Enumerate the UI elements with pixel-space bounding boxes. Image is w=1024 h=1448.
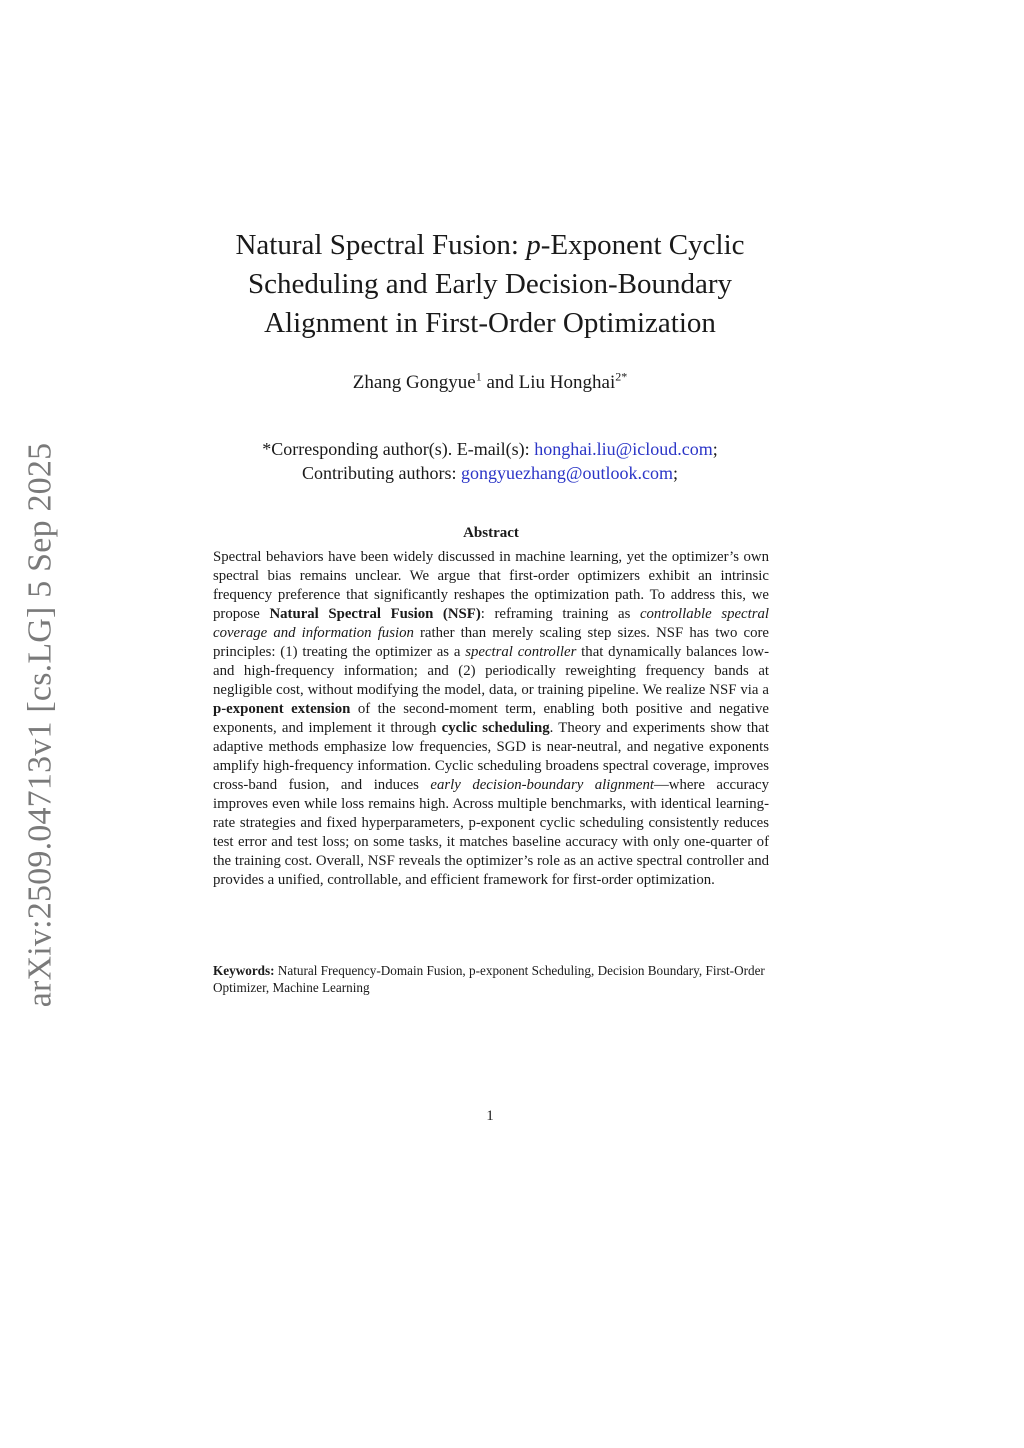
title-line-3: Alignment in First-Order Optimization — [264, 307, 716, 339]
author-joiner: and — [481, 372, 519, 393]
contact-info — [160, 437, 820, 485]
abstract-bold-pexponent: p-exponent extension — [213, 701, 351, 717]
author-2-affiliation: 2* — [615, 369, 628, 384]
keywords-text: Natural Frequency-Domain Fusion, p-exponent Scheduling, Decision Boundary, First-Order Optimizer, Machine Learning — [213, 963, 765, 995]
arxiv-identifier: arXiv:2509.04713v1 [cs.LG] 5 Sep 2025 — [21, 442, 58, 1008]
author-1-affiliation: 1 — [475, 369, 482, 384]
contributing-email-link[interactable]: gongyuezhang@outlook.com — [460, 463, 674, 483]
abstract-heading: Abstract — [463, 525, 519, 541]
paper-title — [160, 226, 820, 343]
corresponding-author-line: *Corresponding author(s). E-mail(s): honghai.liu@icloud.com; — [262, 439, 718, 459]
keywords-label: Keywords: — [213, 963, 275, 978]
title-line-1: Natural Spectral Fusion: p-Exponent Cyclic — [235, 229, 745, 261]
title-line-2: Scheduling and Early Decision-Boundary — [247, 268, 733, 300]
corresponding-email-link[interactable]: honghai.liu@icloud.com — [534, 439, 713, 459]
author-2: Liu Honghai — [518, 372, 616, 393]
abstract-italic-alignment: early decision-boundary alignment — [430, 777, 654, 793]
abstract-bold-cyclic: cyclic scheduling — [441, 720, 550, 736]
arxiv-sidebar-stamp — [14, 432, 66, 1018]
author-list — [160, 370, 820, 396]
abstract-italic-controller: spectral controller — [465, 644, 577, 660]
abstract-italic-coverage: controllable spectral coverage and information fusion — [213, 606, 770, 641]
abstract-bold-nsf: Natural Spectral Fusion (NSF) — [269, 606, 481, 622]
keywords — [213, 962, 769, 996]
author-1: Zhang Gongyue — [352, 372, 476, 393]
page-number: 1 — [486, 1108, 494, 1124]
abstract-text: Spectral behaviors have been widely discussed in machine learning, yet the optimizer’s own spectral bias remains unclear. We argue that first-order optimizers exhibit an intrinsic frequency preference that significantly reshapes the optimization path. To address this, we propose Natural Spectral Fusion (NSF): reframing training as controllable spectral coverage and information fusion rather than merely scaling step sizes. NSF has two core principles: (1) treating the optimizer as a spectral controller that dynamically balances low- and high-frequency information; and (2) periodically reweighting frequency bands at negligible cost, without modifying the model, data, or training pipeline. We realize NSF via a p-exponent extension of the second-moment term, enabling both positive and negative exponents, and implement it through cyclic scheduling. Theory and experiments show that adaptive methods emphasize low frequencies, SGD is near-neutral, and negative exponents amplify high-frequency information. Cyclic scheduling broadens spectral coverage, improves cross-band fusion, and induces early decision-boundary alignment—where accuracy improves even while loss remains high. Across multiple benchmarks, with identical learning-rate strategies and fixed hyperparameters, p-exponent cyclic scheduling consistently reduces test error and test loss; on some tasks, it matches baseline accuracy with only one-quarter of the training cost. Overall, NSF reveals the optimizer’s role as an active spectral controller and provides a unified, controllable, and efficient framework for first-order optimization. — [213, 549, 770, 888]
contributing-authors-line: Contributing authors: gongyuezhang@outlook.com; — [301, 463, 679, 483]
